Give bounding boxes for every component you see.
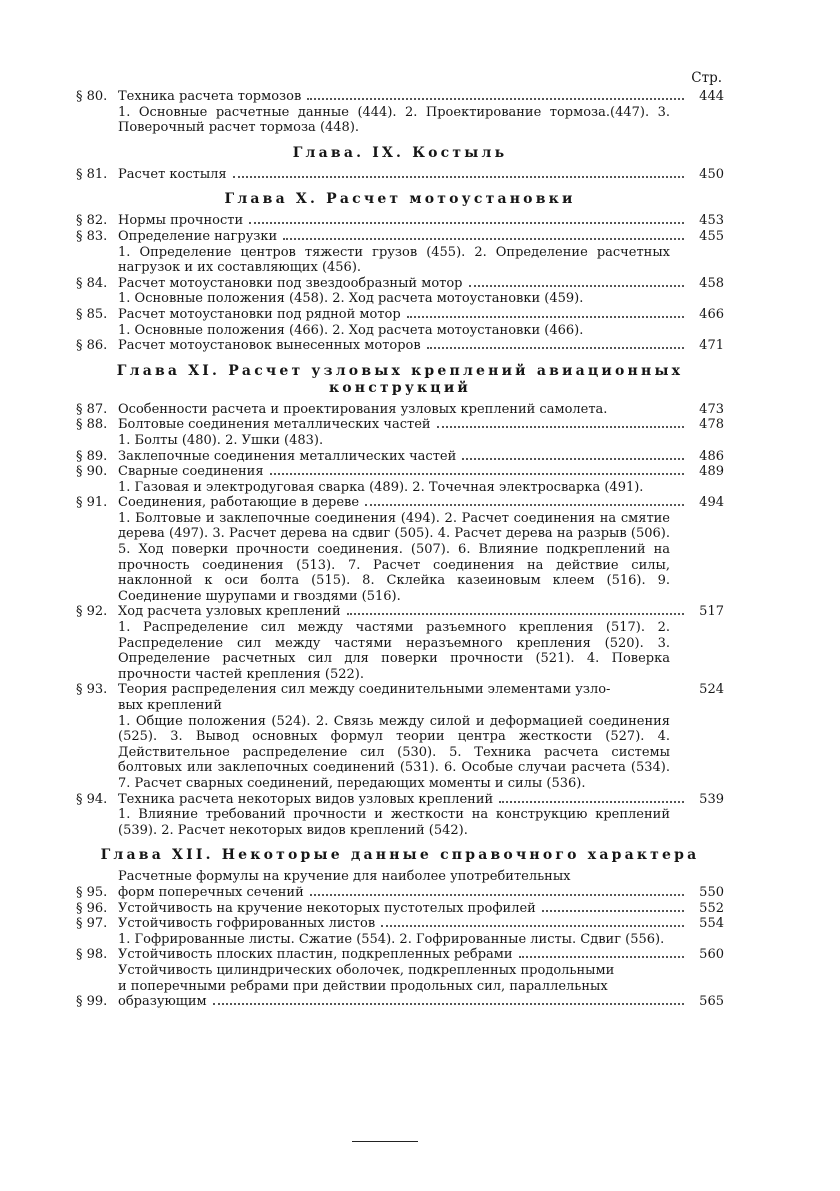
page-number: 466 bbox=[699, 306, 724, 322]
entry-title-line: Устойчивость цилиндрических оболочек, подкрепленных продольными bbox=[118, 962, 615, 978]
entry-row bbox=[76, 402, 724, 418]
entry-title bbox=[118, 449, 690, 465]
dot-leader bbox=[407, 316, 684, 318]
entry-row bbox=[76, 464, 724, 480]
subsections: 1. Определение центров тяжести грузов (455). 2. Определение расчетных нагрузок и их составляющих (456). bbox=[118, 244, 670, 276]
section-number: § 84. bbox=[76, 275, 108, 291]
subsections: 1. Общие положения (524). 2. Связь между силой и деформацией соединения (525). 3. Вывод основных формул теории центра жесткости (527). 4. Действительное распределение сил (530). 5. Техника расчета системы болтовых или заклепочных соединений (531). 6. Особые случаи расчета (534). 7. Расчет сварных соединений, передающих моменты и силы (536). bbox=[118, 713, 670, 791]
entry-title-text: Болтовые соединения металлических частей bbox=[118, 417, 431, 433]
entry-title-text: Расчет костыля bbox=[118, 166, 227, 182]
entry-title bbox=[118, 792, 690, 808]
section-number: § 92. bbox=[76, 604, 108, 620]
entry-title-line: Теория распределения сил между соединительными элементами узло- bbox=[118, 682, 611, 698]
section-number: § 86. bbox=[76, 338, 108, 354]
section-number: § 87. bbox=[76, 401, 108, 417]
dot-leader bbox=[499, 801, 684, 803]
entry-title-line: образующим bbox=[118, 994, 207, 1010]
entry-title-line-wrap bbox=[118, 869, 690, 885]
dot-leader bbox=[310, 894, 684, 896]
bottom-rule bbox=[352, 1141, 418, 1142]
entry-title-text: Особенности расчета и проектирования узловых креплений самолета. bbox=[118, 401, 608, 417]
entry-title-text: Техника расчета тормозов bbox=[118, 89, 302, 104]
section-number: § 94. bbox=[76, 791, 108, 807]
section-number: § 90. bbox=[76, 464, 108, 480]
page-number: 453 bbox=[699, 213, 724, 229]
entry-title-text: Устойчивость плоских пластин, подкрепленных ребрами bbox=[118, 947, 513, 963]
entry-title bbox=[118, 963, 690, 1010]
dot-leader bbox=[283, 238, 684, 240]
entry-row bbox=[76, 89, 724, 105]
entry-title bbox=[118, 464, 690, 480]
entry-title-text: Расчет мотоустановок вынесенных моторов bbox=[118, 338, 421, 354]
toc-entry bbox=[76, 792, 724, 839]
section-number: § 97. bbox=[76, 916, 108, 932]
entry-title bbox=[118, 229, 690, 245]
entry-title-text: Соединения, работающие в дереве bbox=[118, 495, 360, 511]
toc-entry bbox=[76, 682, 724, 791]
entry-row bbox=[76, 276, 724, 292]
subsections: 1. Распределение сил между частями разъемного крепления (517). 2. Распределение сил между частями неразъемного крепления (520). 3. Определение расчетных сил для поверки прочности (521). 4. Поверка прочности частей крепления (522). bbox=[118, 620, 670, 682]
dot-leader bbox=[270, 473, 684, 475]
dot-leader bbox=[462, 458, 684, 460]
section-number: § 88. bbox=[76, 417, 108, 433]
entry-title-line: и поперечными ребрами при действии продольных сил, параллельных bbox=[118, 978, 608, 994]
entry-row bbox=[76, 449, 724, 465]
section-number: § 95. bbox=[76, 884, 108, 900]
chapter-heading: Глава. IX. Костыль bbox=[292, 144, 508, 161]
entry-title bbox=[118, 89, 690, 105]
entry-title bbox=[118, 947, 690, 963]
entry-title-text: Устойчивость на кручение некоторых пустотелых профилей bbox=[118, 900, 536, 916]
page-number: 494 bbox=[699, 495, 724, 511]
page-number: 458 bbox=[699, 275, 724, 291]
dot-leader bbox=[469, 285, 684, 287]
section-number: § 82. bbox=[76, 213, 108, 229]
dot-leader bbox=[519, 956, 684, 958]
chapter-heading: Глава XII. Некоторые данные справочного характера bbox=[100, 847, 700, 864]
entry-title bbox=[118, 402, 690, 418]
dot-leader bbox=[437, 426, 684, 428]
section-number: § 99. bbox=[76, 994, 108, 1010]
toc-entry bbox=[76, 464, 724, 495]
subsections: 1. Гофрированные листы. Сжатие (554). 2. Гофрированные листы. Сдвиг (556). bbox=[118, 931, 665, 947]
entry-row bbox=[76, 495, 724, 511]
entry-row bbox=[76, 947, 724, 963]
entry-row bbox=[76, 901, 724, 917]
entry-title bbox=[118, 604, 690, 620]
page-number: 486 bbox=[699, 448, 724, 464]
toc-entry bbox=[76, 276, 724, 307]
toc-entry bbox=[76, 869, 724, 900]
entry-title bbox=[118, 307, 690, 323]
entry-row bbox=[76, 229, 724, 245]
entry-title-text: Устойчивость гофрированных листов bbox=[118, 916, 376, 932]
entry-title-line-wrap bbox=[118, 994, 690, 1010]
dot-leader bbox=[365, 504, 684, 506]
toc-entry bbox=[76, 229, 724, 276]
entry-row bbox=[76, 916, 724, 932]
subsections: 1. Влияние требований прочности и жесткости на конструкцию креплений (539). 2. Расчет некоторых видов креплений (542). bbox=[118, 807, 670, 838]
entry-row bbox=[76, 869, 724, 900]
entry-title bbox=[118, 213, 690, 229]
toc-list bbox=[76, 89, 724, 1010]
page-number: 565 bbox=[699, 994, 724, 1010]
page-number: 471 bbox=[699, 338, 724, 354]
section-number: § 89. bbox=[76, 448, 108, 464]
entry-title-text: Нормы прочности bbox=[118, 213, 244, 229]
entry-title-text: Расчет мотоустановки под звездообразный мотор bbox=[118, 275, 463, 291]
entry-row bbox=[76, 307, 724, 323]
page-number: 478 bbox=[699, 417, 724, 433]
section-number: § 80. bbox=[76, 89, 108, 104]
dot-leader bbox=[213, 1003, 684, 1005]
subsections: 1. Болтовые и заклепочные соединения (494). 2. Расчет соединения на смятие дерева (497). 3. Расчет дерева на сдвиг (505). 4. Расчет дерева на разрыв (506). 5. Ход поверки прочности соединения. (507). 6. Влияние подкреплений на прочность соединения (513). 7. Расчет соединения на действие силы, наклонной к оси болта (515). 8. Склейка казеиновым клеем (516). 9. Соединение шурупами и гвоздями (516). bbox=[118, 510, 670, 604]
toc-entry bbox=[76, 307, 724, 338]
toc-entry bbox=[76, 402, 724, 418]
dot-leader bbox=[347, 613, 684, 615]
entry-title bbox=[118, 338, 690, 354]
entry-title-line-wrap bbox=[118, 963, 690, 979]
toc-entry bbox=[76, 417, 724, 448]
page-number: 517 bbox=[699, 604, 724, 620]
entry-title bbox=[118, 682, 690, 713]
toc-entry bbox=[76, 947, 724, 963]
entry-title-text: Заклепочные соединения металлических частей bbox=[118, 448, 457, 464]
entry-row bbox=[76, 167, 724, 183]
page-number: 524 bbox=[699, 682, 724, 698]
page-number: 489 bbox=[699, 464, 724, 480]
entry-title bbox=[118, 167, 690, 183]
entry-title-line: форм поперечных сечений bbox=[118, 884, 304, 900]
entry-row bbox=[76, 963, 724, 1010]
dot-leader bbox=[542, 910, 684, 912]
entry-title bbox=[118, 276, 690, 292]
entry-row bbox=[76, 682, 724, 713]
entry-row bbox=[76, 792, 724, 808]
subsections: 1. Газовая и электродуговая сварка (489). 2. Точечная электросварка (491). bbox=[118, 479, 644, 495]
toc-entry bbox=[76, 213, 724, 229]
entry-title-text: Ход расчета узловых креплений bbox=[118, 604, 341, 620]
entry-title-text: Расчет мотоустановки под рядной мотор bbox=[118, 306, 401, 322]
dot-leader bbox=[233, 176, 684, 178]
toc-entry bbox=[76, 167, 724, 183]
toc-entry bbox=[76, 89, 724, 136]
toc-entry bbox=[76, 495, 724, 604]
dot-leader bbox=[381, 925, 684, 927]
toc-entry bbox=[76, 916, 724, 947]
page-number: 554 bbox=[699, 916, 724, 932]
section-number: § 85. bbox=[76, 306, 108, 322]
section-number: § 81. bbox=[76, 166, 108, 182]
page-number: 552 bbox=[699, 900, 724, 916]
subsections: 1. Основные расчетные данные (444). 2. Проектирование тормоза.(447). 3. Поверочный расчет тормоза (448). bbox=[118, 104, 670, 136]
chapter-heading: Глава XI. Расчет узловых креплений авиационных конструкций bbox=[116, 362, 684, 396]
entry-title bbox=[118, 901, 690, 917]
entry-title bbox=[118, 869, 690, 900]
dot-leader bbox=[307, 98, 684, 100]
toc-entry bbox=[76, 604, 724, 682]
subsections: 1. Основные положения (466). 2. Ход расчета мотоустановки (466). bbox=[118, 322, 584, 338]
entry-title bbox=[118, 417, 690, 433]
section-number: § 96. bbox=[76, 900, 108, 916]
toc-entry bbox=[76, 338, 724, 354]
entry-title-line-wrap bbox=[118, 885, 690, 901]
chapter-heading: Глава X. Расчет мотоустановки bbox=[224, 191, 576, 208]
toc-entry bbox=[76, 901, 724, 917]
entry-title bbox=[118, 495, 690, 511]
entry-row bbox=[76, 338, 724, 354]
subsections: 1. Болты (480). 2. Ушки (483). bbox=[118, 432, 324, 448]
page-number: 455 bbox=[699, 228, 724, 244]
page-number: 560 bbox=[699, 947, 724, 963]
section-number: § 93. bbox=[76, 682, 108, 698]
page-number: 550 bbox=[699, 884, 724, 900]
dot-leader bbox=[249, 222, 684, 224]
section-number: § 91. bbox=[76, 495, 108, 511]
page-column-header: Стр. bbox=[691, 70, 722, 86]
toc-entry bbox=[76, 449, 724, 465]
table-of-contents bbox=[76, 70, 724, 1010]
entry-title-line: Расчетные формулы на кручение для наиболее употребительных bbox=[118, 869, 571, 885]
entry-title-text: Сварные соединения bbox=[118, 464, 264, 480]
subsections: 1. Основные положения (458). 2. Ход расчета мотоустановки (459). bbox=[118, 291, 584, 307]
entry-title-text: Техника расчета некоторых видов узловых креплений bbox=[118, 791, 494, 807]
page-number: 450 bbox=[699, 166, 724, 182]
entry-title-line-wrap bbox=[118, 979, 690, 995]
entry-title-text: Определение нагрузки bbox=[118, 228, 278, 244]
entry-title bbox=[118, 916, 690, 932]
entry-row bbox=[76, 213, 724, 229]
page-number: 539 bbox=[699, 791, 724, 807]
toc-entry bbox=[76, 963, 724, 1010]
entry-row bbox=[76, 417, 724, 433]
section-number: § 98. bbox=[76, 947, 108, 963]
page-number: 473 bbox=[699, 401, 724, 417]
entry-row bbox=[76, 604, 724, 620]
section-number: § 83. bbox=[76, 228, 108, 244]
page-number: 444 bbox=[699, 89, 724, 104]
entry-title-line: вых креплений bbox=[118, 698, 222, 713]
dot-leader bbox=[427, 347, 684, 349]
